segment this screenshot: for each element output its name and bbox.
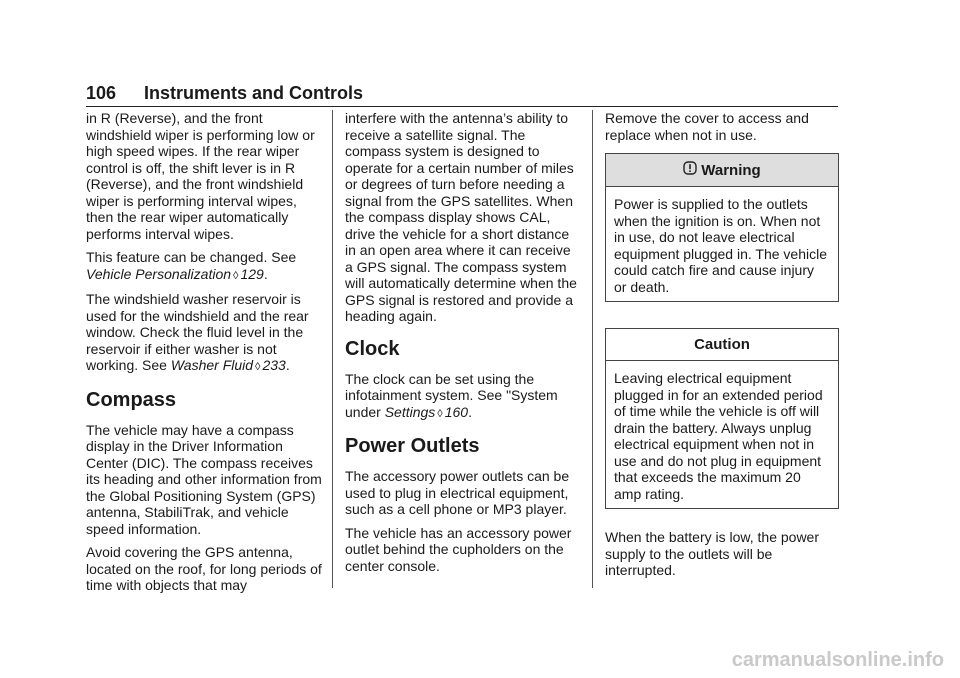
paragraph: The vehicle may have a compass display in the Driver Information Center (DIC). The compass receives its heading and other information from the Global Positioning System (GPS) antenna, StabiliTrak, and vehicle speed information. bbox=[86, 421, 322, 537]
section-heading-clock: Clock bbox=[345, 337, 400, 360]
warning-icon bbox=[683, 161, 697, 179]
page-reference[interactable]: 233 bbox=[262, 357, 286, 373]
column-3 bbox=[605, 110, 839, 586]
paragraph: The clock can be set using the infotainment system. See "System under Settings ◊ 160. bbox=[345, 370, 558, 420]
cross-reference-link[interactable]: Washer Fluid bbox=[170, 357, 254, 373]
paragraph: The accessory power outlets can be used to plug in electrical equipment, such as a cell phone or MP3 player. bbox=[345, 468, 570, 517]
page-header bbox=[86, 82, 838, 107]
column-2 bbox=[345, 110, 581, 581]
warning-title: Warning bbox=[701, 162, 761, 179]
paragraph: interfere with the antenna’s ability to receive a satellite signal. The compass system is designed to operate for a certain number of miles or degrees of turn before needing a signal from the GPS satellites. When the compass display shows CAL, drive the vehicle for a short distance in an open area where it can receive a GPS signal. The compass system will automatically determine when the GPS signal is restored and provide a heading again. bbox=[345, 110, 577, 324]
paragraph: Remove the cover to access and replace when not in use. bbox=[605, 110, 809, 143]
column-divider bbox=[332, 110, 333, 588]
warning-body: Power is supplied to the outlets when the ignition is on. When not in use, do not leave electrical equipment plugged in. The vehicle could catch fire and cause injury or death. bbox=[614, 196, 828, 295]
cross-reference-link[interactable]: Vehicle Personalization bbox=[86, 265, 232, 282]
page-number: 106 bbox=[86, 83, 117, 103]
column-divider bbox=[592, 110, 593, 588]
cross-reference-link[interactable]: Settings bbox=[384, 403, 436, 420]
section-heading-power-outlets: Power Outlets bbox=[345, 435, 480, 457]
caution-title: Caution bbox=[606, 329, 838, 361]
paragraph: When the battery is low, the power supply to the outlets will be interrupted. bbox=[605, 529, 819, 578]
caution-body: Leaving electrical equipment plugged in for an extended period of time while the vehicle is off will drain the battery. Always unplug electrical equipment when not in use and do not plug in equipment that exceeds the maximum 20 amp rating. bbox=[614, 370, 823, 502]
section-title: Instruments and Controls bbox=[144, 83, 364, 103]
paragraph: This feature can be changed. See Vehicle Personalization ◊ 129. bbox=[86, 249, 297, 282]
page-ref-arrow-icon: ◊ bbox=[255, 361, 261, 373]
page-reference[interactable]: 160 bbox=[444, 403, 469, 420]
page-reference[interactable]: 129 bbox=[240, 265, 264, 282]
page-ref-arrow-icon: ◊ bbox=[437, 407, 443, 420]
warning-box bbox=[605, 153, 839, 302]
paragraph: in R (Reverse), and the front windshield wiper is performing low or high speed wipes. If the rear wiper control is off, the shift lever is in R (Reverse), and the front windshield wiper is performing interval wipes, then the rear wiper automatically performs interval wipes. bbox=[86, 110, 315, 242]
paragraph: The vehicle has an accessory power outlet behind the cupholders on the center console. bbox=[345, 524, 572, 574]
watermark: carmanualsonline.info bbox=[731, 649, 944, 671]
warning-header bbox=[606, 154, 838, 187]
paragraph: The windshield washer reservoir is used for the windshield and the rear window. Check the fluid level in the reservoir if either washer is not working. See Washer Fluid ◊ 233. bbox=[86, 291, 309, 373]
column-1 bbox=[86, 110, 322, 601]
caution-box bbox=[605, 328, 839, 509]
section-heading-compass: Compass bbox=[86, 388, 177, 411]
page-ref-arrow-icon: ◊ bbox=[233, 269, 239, 282]
paragraph: Avoid covering the GPS antenna, located on the roof, for long periods of time with objects that may bbox=[86, 544, 322, 593]
